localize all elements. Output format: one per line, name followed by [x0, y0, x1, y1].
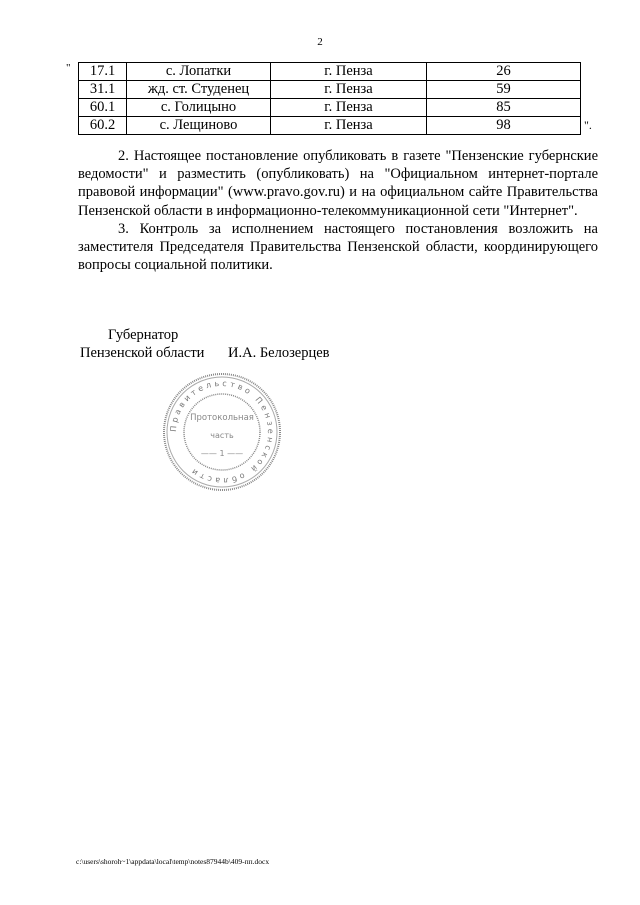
table-cell: 26 — [427, 63, 581, 81]
table-cell: 98 — [427, 117, 581, 135]
table-cell: г. Пенза — [271, 81, 427, 99]
signer-name: И.А. Белозерцев — [228, 345, 330, 362]
table-cell: 85 — [427, 99, 581, 117]
table-cell: 59 — [427, 81, 581, 99]
stamp-ring-text: Правительство Пензенской области — [168, 379, 276, 486]
table-cell: 17.1 — [79, 63, 127, 81]
close-quote: ". — [584, 118, 592, 132]
table-cell: г. Пенза — [271, 99, 427, 117]
table-cell: жд. ст. Студенец — [127, 81, 271, 99]
page-number: 2 — [317, 36, 323, 48]
table-cell: с. Голицыно — [127, 99, 271, 117]
table-cell: 31.1 — [79, 81, 127, 99]
table-row — [79, 99, 581, 117]
footer-file-path: c:\users\shoroh~1\appdata\local\temp\notes87944b\409-пп.docx — [76, 857, 270, 866]
stamp-center-line3: —— 1 —— — [200, 449, 244, 459]
stamp-center-line1: Протокольная — [190, 413, 254, 424]
stamp-center-line2: часть — [210, 431, 234, 441]
signature-block — [78, 326, 598, 364]
table-row — [79, 63, 581, 81]
table-row — [79, 117, 581, 135]
table-cell: с. Лопатки — [127, 63, 271, 81]
table-cell: с. Лещиново — [127, 117, 271, 135]
signer-title-line1: Губернатор — [108, 327, 179, 344]
table-cell: 60.2 — [79, 117, 127, 135]
table-cell: г. Пенза — [271, 63, 427, 81]
official-stamp — [160, 370, 284, 494]
table-row — [79, 81, 581, 99]
paragraph-3: 3. Контроль за исполнением настоящего постановления возложить на заместителя Председателя Правительства Пензенской области, координирующего вопросы социальной политики. — [78, 220, 598, 274]
paragraph-2: 2. Настоящее постановление опубликовать в газете "Пензенские губернские ведомости" и разместить (опубликовать) на "Официальном интернет-портале правовой информации" (www.pravo.gov.ru) и на официальном сайте Правительства Пензенской области в информационно-телекоммуникационной сети "Интернет". — [78, 148, 598, 219]
settlements-table — [78, 62, 581, 135]
document-body — [78, 147, 598, 494]
table-cell: г. Пенза — [271, 117, 427, 135]
signer-title-line2: Пензенской области — [80, 345, 205, 362]
table-cell: 60.1 — [79, 99, 127, 117]
open-quote: " — [66, 62, 71, 74]
